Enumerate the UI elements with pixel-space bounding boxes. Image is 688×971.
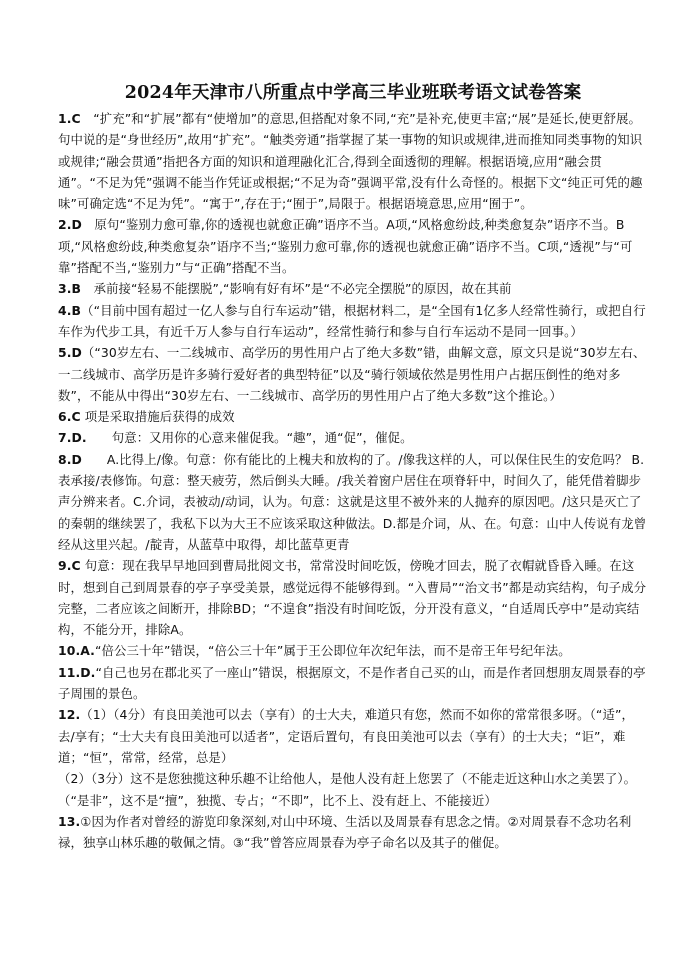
answer-text: （“30岁左右、一二线城市、高学历的男性用户占了绝大多数”错，曲解文意，原文只是说“30岁左右、一二线城市、高学历是许多骑行爱好者的典型特征”以及“骑行领域依然是男性用户占据压倒性的绝对多数”，不能从中得出“30岁左右、一二线城市、高学历的男性用户占了绝大多数”这个推论。）: [58, 345, 646, 403]
answer-number: 3.B: [58, 281, 82, 297]
answer-number: 11.D.: [58, 664, 96, 680]
answer-text: “倍公三十年”错误，“倍公三十年”属于王公即位年次纪年法，而不是帝王年号纪年法。: [94, 643, 571, 659]
answer-number: 8.D: [58, 451, 82, 467]
answer-item-6: [58, 406, 648, 427]
answer-number: 10.A.: [58, 643, 95, 659]
answer-number: 7.D.: [58, 430, 87, 446]
answer-item-11: [58, 662, 648, 705]
answer-text: ①因为作者对曾经的游览印象深刻,对山中环境、生活以及周景春有思念之情。②对周景春不念功名利禄，独享山林乐趣的敬佩之情。③“我”曾答应周景春为亭子命名以及其子的催促。: [58, 813, 632, 851]
answer-number: 13.: [58, 813, 81, 829]
answer-number: 2.D: [58, 217, 82, 233]
answer-item-13: [58, 811, 648, 854]
answer-number: 5.D: [58, 345, 82, 361]
answer-item-3: [58, 278, 648, 299]
answer-item-1: [58, 108, 648, 214]
answer-text: 句意：又用你的心意来催促我。“趣”，通“促”，催促。: [86, 430, 413, 446]
answer-text: “扩充”和“扩展”都有“使增加”的意思,但搭配对象不同,“充”是补充,使更丰富;“展”是延长,使更舒展。句中说的是“身世经历”,故用“扩充”。“触类旁通”指掌握了某一事物的知识或规律,进而推知同类事物的知识或规律;“融会贯通”指把各方面的知识和道理融化汇合,得到全面透彻的理解。根据语境,应用“融会贯通”。“不足为凭”强调不能当作凭证或根据;“不足为奇”强调平常,没有什么奇怪的。根据下文“纯正可凭的趣味”可确定选“不足为凭”。“寓于”,存在于;“囿于”,局限于。根据语境意思,应用“囿于”。: [58, 111, 643, 212]
answer-item-10: [58, 640, 648, 661]
answer-text: （2）（3分）这不是您独揽这种乐趣不让给他人，是他人没有赶上您罢了（不能走近这种山水之美罢了）。（“是非”，这不是“擅”，独揽、专占；“不即”，比不上、没有赶上、不能接近）: [58, 771, 637, 808]
answer-item-2: [58, 214, 648, 278]
answer-text: 句意：现在我早早地回到曹局批阅文书，常常没时间吃饭，傍晚才回去，脱了衣帽就昏昏入睡。在这时，想到自己到周景春的亭子享受美景，感觉远得不能够得到。“入曹局”“治文书”都是动宾结构，句子成分完整，二者应该之间断开，排除BD；“不遑食”指没有时间吃饭，分开没有意义，“自适周氏亭中”是动宾结构，不能分开，排除A。: [58, 558, 647, 638]
answer-number: 12.: [58, 707, 81, 723]
answer-number: 6.C: [58, 409, 81, 425]
answer-text: 原句“鉴别力愈可靠,你的透视也就愈正确”语序不当。A项,“风格愈纷歧,种类愈复杂”语序不当。B项,“风格愈纷歧,种类愈复杂”语序不当;“鉴别力愈可靠,你的透视也就愈正确”语序不当。C项,“透视”与“可靠”搭配不当,“鉴别力”与“正确”搭配不当。: [58, 217, 633, 276]
answer-item-4: [58, 300, 648, 343]
answer-item-8: [58, 449, 648, 555]
answer-list: [58, 108, 648, 853]
answer-number: 9.C: [58, 558, 81, 574]
answer-item-5: [58, 342, 648, 406]
answer-text: 承前接“轻易不能摆脱”,“影响有好有坏”是“不必完全摆脱”的原因，故在其前: [81, 281, 512, 297]
answer-item-12-2: [58, 768, 648, 811]
answer-number: 1.C: [58, 111, 81, 126]
answer-item-9: [58, 555, 648, 640]
answer-number: 4.B: [58, 302, 82, 318]
answer-item-12-1: [58, 704, 648, 768]
answer-text: “自己也另在郡北买了一座山”错误，根据原文，不是作者自己买的山，而是作者回想朋友周景春的亭子周围的景色。: [58, 664, 646, 702]
answer-text: （“目前中国有超过一亿人参与自行车运动”错，根据材料二，是“全国有1亿多人经常性骑行，或把自行车作为代步工具，有近千万人参与自行车运动”，经常性骑行和参与自行车运动不是同一回事。）: [58, 302, 646, 339]
answer-text: （1）（4分）有良田美池可以去（享有）的士大夫，难道只有您，然而不如你的常常很多呀。（“适”，去/享有；“士大夫有良田美池可以适者”，定语后置句，有良田美池可以去（享有）的士大夫；“讵”，难道；“恒”，常常，经常，总是）: [58, 707, 634, 765]
document-title: 2024年天津市八所重点中学高三毕业班联考语文试卷答案: [124, 83, 582, 103]
answer-text: 项是采取措施后获得的成效: [80, 409, 235, 425]
answer-text: A.比得上/像。句意：你有能比的上槐夫和放构的了。/像我这样的人，可以保住民生的安危吗？ B.表承接/表修饰。句意：整天疲劳，然后倒头大睡。/我关着窗户居住在项脊轩中，时间久了，能凭借着脚步声分辨来者。C.介词，表被动/动词，认为。句意：这就是这里不被外来的人抛弃的原因吧。/这只是灭亡了的秦朝的继续罢了，我私下以为大王不应该采取这种做法。D.都是介词，从、在。句意：山中人传说有龙曾经从这里兴起。/靛青，从蓝草中取得，却比蓝草更青: [58, 451, 647, 552]
answer-item-7: [58, 427, 648, 448]
